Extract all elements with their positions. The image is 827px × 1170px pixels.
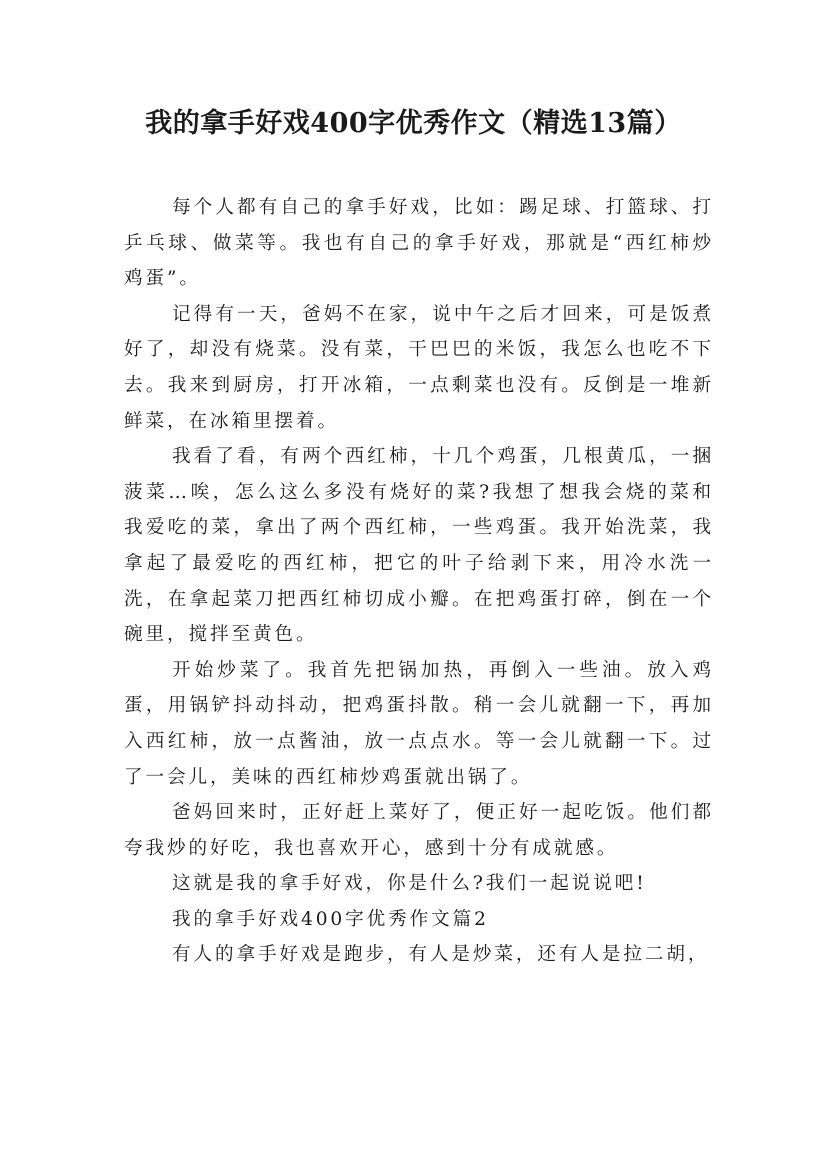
document-title: 我的拿手好戏400字优秀作文（精选13篇） bbox=[145, 108, 682, 139]
paragraph-3: 我看了看，有两个西红柿，十几个鸡蛋，几根黄瓜，一捆菠菜…唉，怎么这么多没有烧好的菜?我想了想我会烧的菜和我爱吃的菜，拿出了两个西红柿，一些鸡蛋。我开始洗菜，我拿起了最爱吃的西红柿，把它的叶子给剥下来，用冷水洗一洗，在拿起菜刀把西红柿切成小瓣。在把鸡蛋打碎，倒在一个碗里，搅拌至黄色。 bbox=[124, 446, 714, 646]
paragraph-6: 这就是我的拿手好戏，你是什么?我们一起说说吧! bbox=[172, 873, 647, 895]
document-body bbox=[124, 190, 714, 973]
paragraph-5: 爸妈回来时，正好赶上菜好了，便正好一起吃饭。他们都夸我炒的好吃，我也喜欢开心，感到十分有成就感。 bbox=[124, 802, 714, 859]
paragraph-4: 开始炒菜了。我首先把锅加热，再倒入一些油。放入鸡蛋，用锅铲抖动抖动，把鸡蛋抖散。稍一会儿就翻一下，再加入西红柿，放一点酱油，放一点点水。等一会儿就翻一下。过了一会儿，美味的西红柿炒鸡蛋就出锅了。 bbox=[124, 659, 714, 788]
paragraph-2: 记得有一天，爸妈不在家，说中午之后才回来，可是饭煮好了，却没有烧菜。没有菜，干巴巴的米饭，我怎么也吃不下去。我来到厨房，打开冰箱，一点剩菜也没有。反倒是一堆新鲜菜，在冰箱里摆着。 bbox=[124, 303, 714, 432]
paragraph-1: 每个人都有自己的拿手好戏，比如：踢足球、打篮球、打乒乓球、做菜等。我也有自己的拿手好戏，那就是“西红柿炒鸡蛋”。 bbox=[124, 197, 714, 290]
paragraph-7: 有人的拿手好戏是跑步，有人是炒菜，还有人是拉二胡， bbox=[172, 944, 710, 966]
section-heading-2: 我的拿手好戏400字优秀作文篇2 bbox=[172, 908, 489, 930]
